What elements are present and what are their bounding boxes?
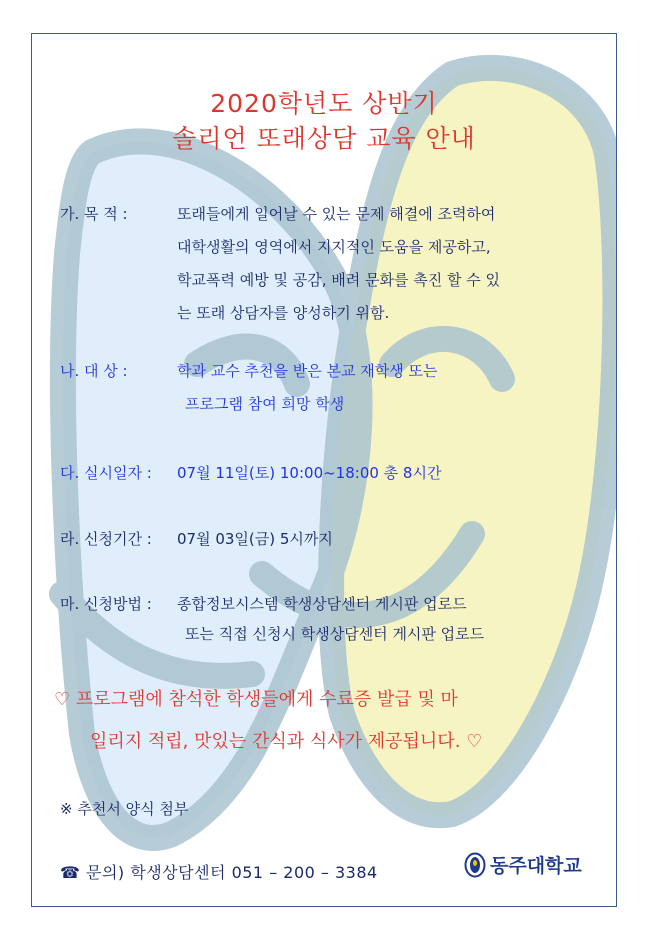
purpose-line-2: 대학생활의 영역에서 지지적인 도움을 제공하고,	[177, 238, 491, 256]
date-value: 07월 11일(토) 10:00~18:00 총 8시간	[177, 464, 442, 482]
attachment-note: ※ 추천서 양식 첨부	[60, 800, 189, 818]
benefit-notice-line-1: ♡ 프로그램에 참석한 학생들에게 수료증 발급 및 마	[54, 689, 458, 710]
purpose-label: 가. 목 적 :	[60, 205, 128, 223]
period-label: 라. 신청기간 :	[60, 530, 152, 548]
date-label: 다. 실시일자 :	[60, 464, 152, 482]
purpose-line-1: 또래들에게 일어날 수 있는 문제 해결에 조력하여	[177, 205, 496, 223]
target-line-1: 학과 교수 추천을 받은 본교 재학생 또는	[177, 362, 438, 380]
target-line-2: 프로그램 참여 희망 학생	[185, 395, 345, 413]
title-line-1: 2020학년도 상반기	[210, 89, 438, 118]
contact-info: ☎ 문의) 학생상담센터 051 – 200 – 3384	[60, 863, 378, 882]
title-line-2: 솔리언 또래상담 교육 안내	[172, 124, 476, 153]
period-value: 07월 03일(금) 5시까지	[177, 530, 333, 548]
method-line-2: 또는 직접 신청시 학생상담센터 게시판 업로드	[185, 625, 485, 643]
target-label: 나. 대 상 :	[60, 362, 128, 380]
university-emblem-icon	[464, 852, 486, 878]
method-line-1: 종합정보시스템 학생상담센터 게시판 업로드	[177, 595, 467, 613]
purpose-line-3: 학교폭력 예방 및 공감, 배려 문화를 촉진 할 수 있	[177, 271, 500, 289]
university-logo	[464, 851, 582, 878]
method-label: 마. 신청방법 :	[60, 595, 152, 613]
poster	[31, 33, 617, 907]
benefit-notice-line-2: 일리지 적립, 맛있는 간식과 식사가 제공됩니다. ♡	[90, 731, 483, 752]
purpose-line-4: 는 또래 상담자를 양성하기 위함.	[177, 304, 390, 322]
university-name: 동주대학교	[490, 855, 582, 877]
